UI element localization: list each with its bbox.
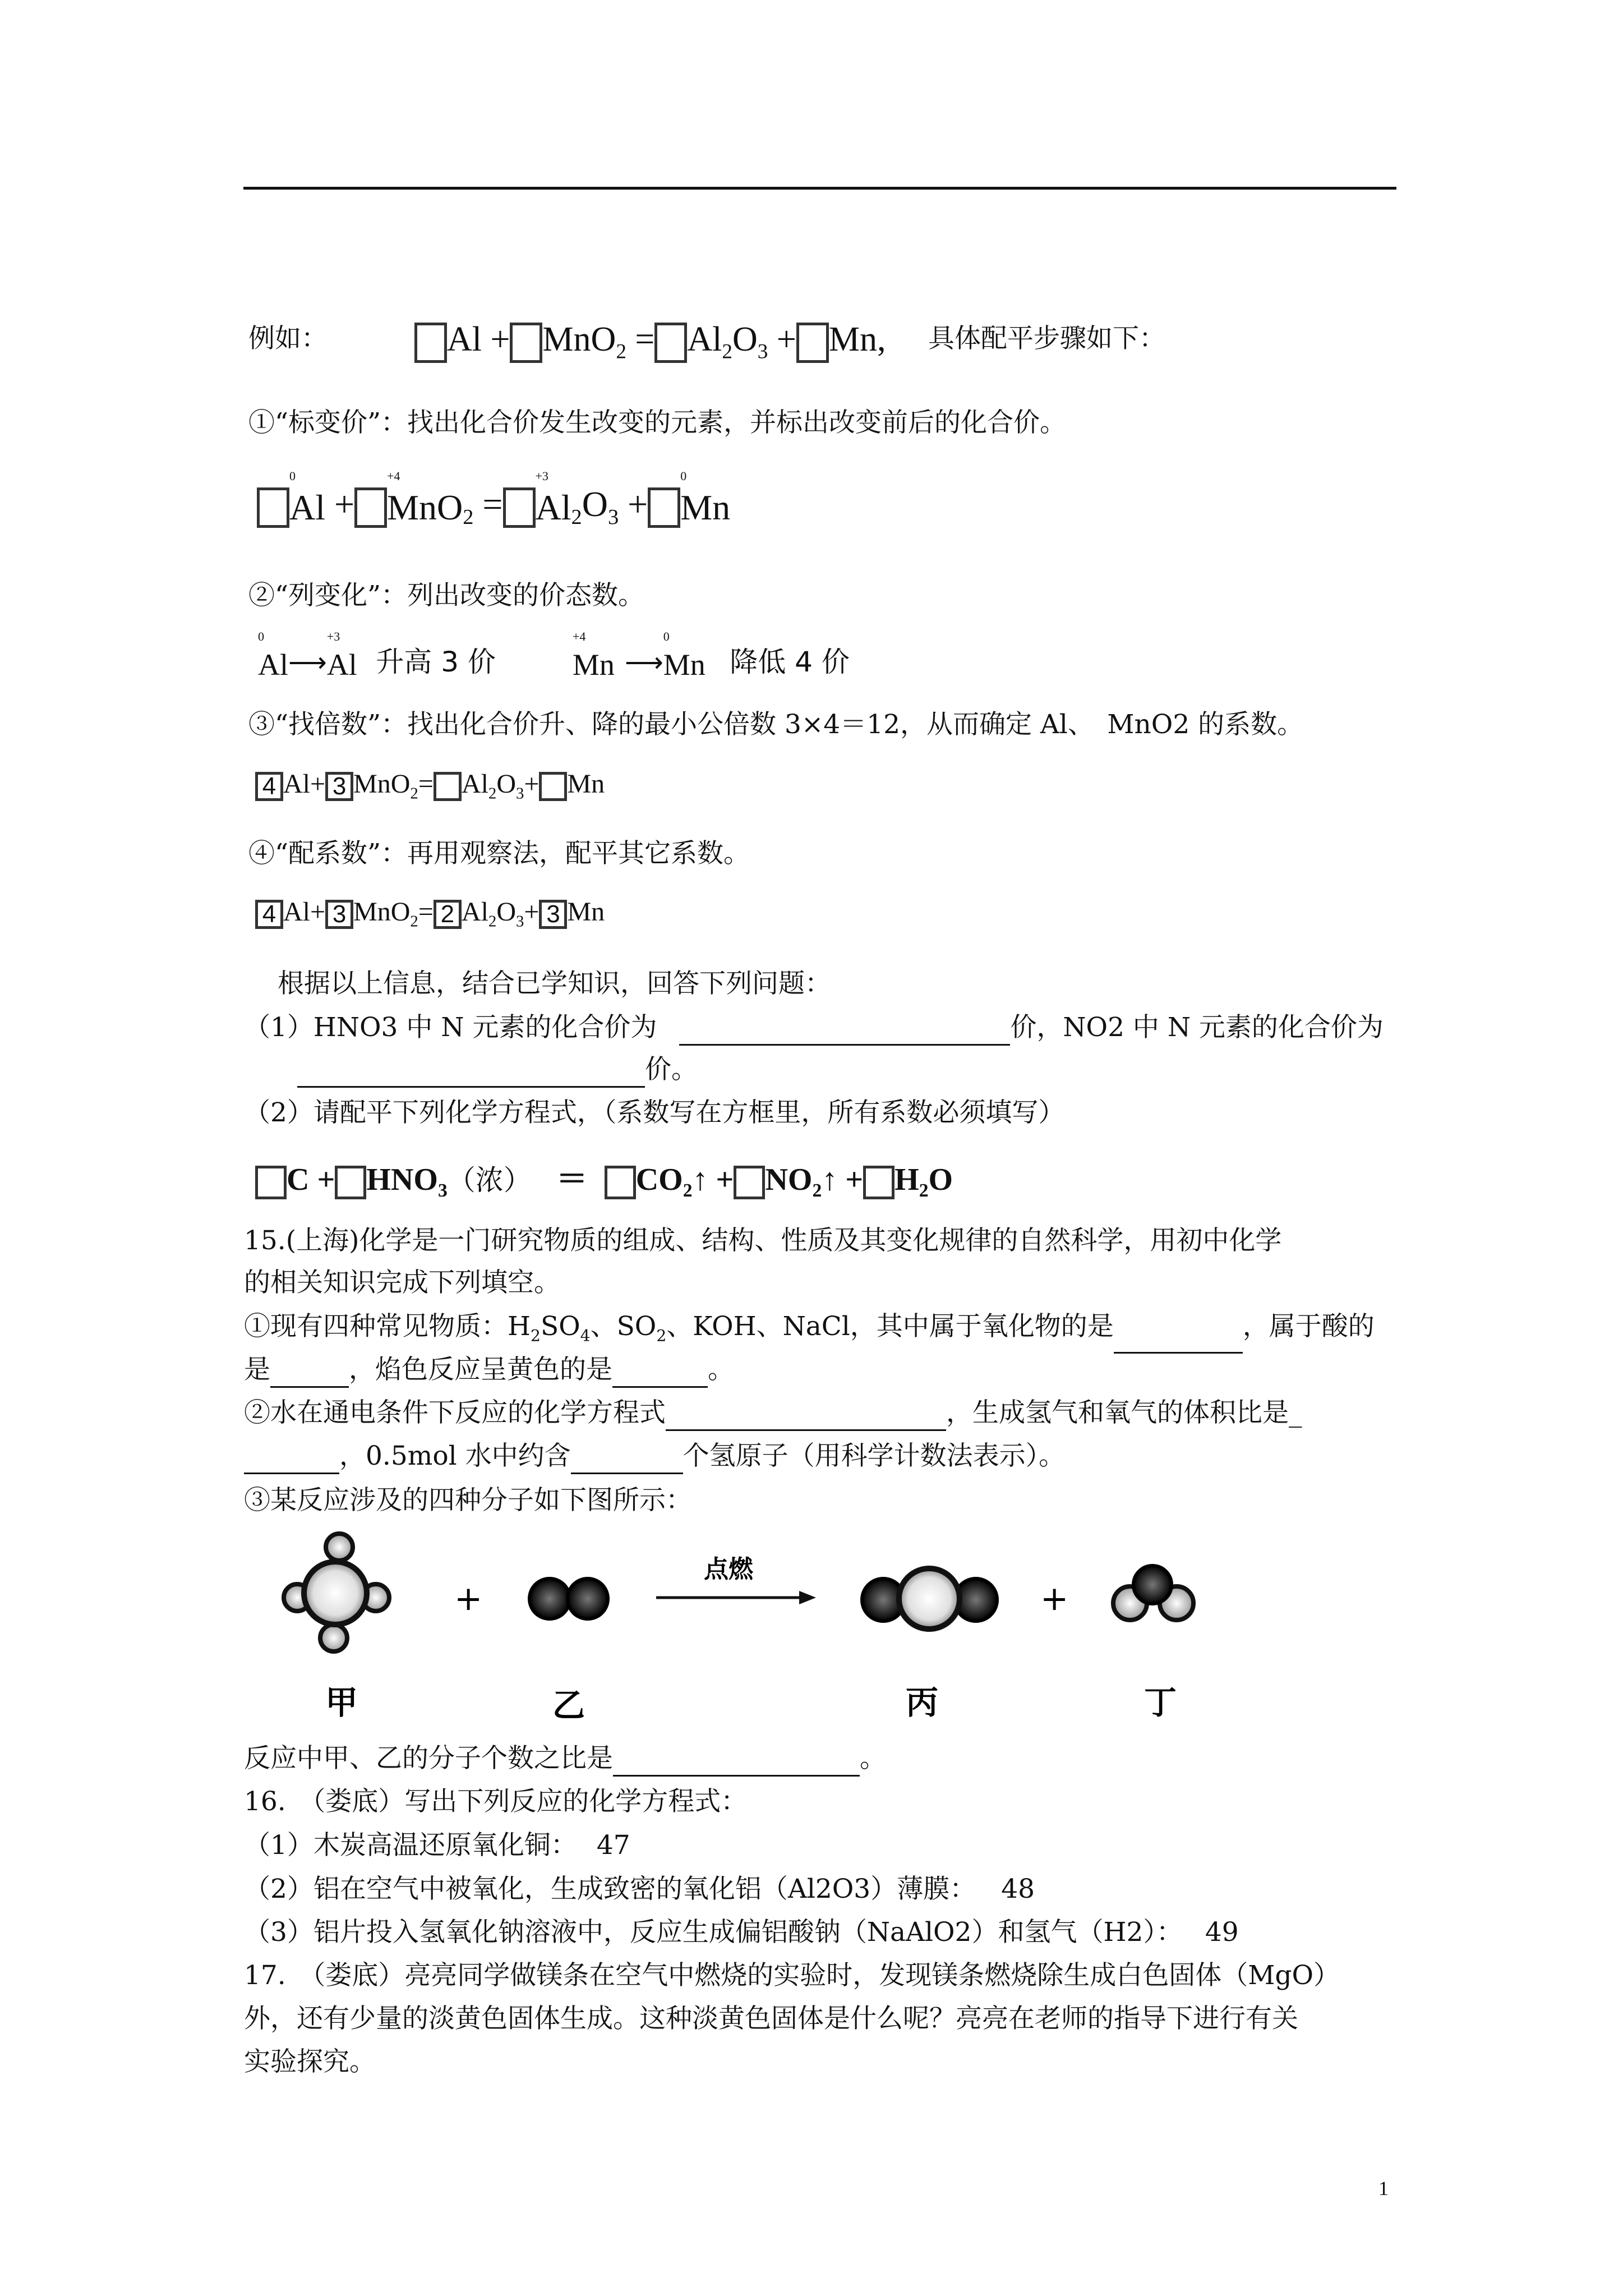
coef-box [654,323,687,363]
plus-sign: + [1040,1579,1069,1618]
example-lead: 例如： [248,323,328,354]
arrow-head [799,1591,816,1604]
arrow-label: 点燃 [704,1555,753,1584]
coef-box [503,487,536,528]
label-jia: 甲 [325,1683,358,1722]
q15-line8: 反应中甲、乙的分子个数之比是 。 [244,1741,886,1777]
q16-item-3: （3）铝片投入氢氧化钠溶液中，反应生成偏铝酸钠（NaAlO2）和氢气（H2）： 49 [244,1917,1239,1948]
answer-blank[interactable] [297,1060,645,1088]
q16-item-1: （1）木炭高温还原氧化铜： 47 [244,1830,630,1861]
answer-blank[interactable] [244,1447,339,1474]
q15-line6: ，0.5mol 水中约含 个氢原子（用科学计数法表示）。 [244,1438,1065,1474]
molecule-ding [1113,1566,1193,1620]
answer-blank[interactable] [612,1360,708,1388]
answer-blank[interactable] [666,1404,946,1431]
coef-box[interactable] [335,1166,366,1199]
q17-line1: 17. （娄底）亮亮同学做镁条在空气中燃烧的实验时，发现镁条燃烧除生成白色固体（MgO） [244,1960,1340,1991]
coef-box [510,323,542,363]
coef-box [796,323,829,363]
question-1-line2: 价。 [297,1052,698,1088]
q16-title: 16. （娄底）写出下列反应的化学方程式： [244,1786,748,1817]
coef-box[interactable] [605,1166,636,1199]
example-tail: 具体配平步骤如下： [928,323,1165,354]
coef-box [648,487,680,528]
molecule-yi [529,1579,608,1619]
coef-box: 4 [255,900,283,929]
coef-box [257,487,289,528]
questions-intro: 根据以上信息，结合已学知识，回答下列问题： [278,968,831,999]
step3-equation: 4 Al+ 3 $MnO_2= Al_2O_3+ Mn$ [255,769,605,803]
example-equation: $Al + MnO_2 = Al_2O_3 + Mn$, [414,320,895,358]
coef-box: 3 [325,900,353,929]
answer-blank[interactable] [270,1360,349,1388]
question-2-text: （2）请配平下列化学方程式，（系数写在方框里，所有系数必须填写） [244,1097,1065,1128]
q16-item-2: （2）铝在空气中被氧化，生成致密的氧化铝（Al2O3）薄膜： 48 [244,1874,1035,1904]
step4-equation: 4 Al+ 3 MnO$_2$= 2 $Al_2O_3+ 3$ Mn [255,896,605,931]
example-line [248,318,1165,366]
q17-line2: 外，还有少量的淡黄色固体生成。这种淡黄色固体是什么呢？亮亮在老师的指导下进行有关 [244,2003,1298,2034]
coef-box [414,323,447,363]
question-1-line: （1）HNO3 中 N 元素的化合价为 价，NO2 中 N 元素的化合价为 [244,1010,1384,1046]
answer-blank[interactable] [679,1018,1010,1046]
coef-box[interactable] [863,1166,895,1199]
q15-line2: 的相关知识完成下列填空。 [244,1267,560,1298]
step2-text: ②“列变化”：列出改变的价态数。 [248,580,645,611]
coef-box [434,772,462,801]
coef-box: 2 [434,900,462,929]
q17-line3: 实验探究。 [244,2046,376,2077]
q15-line7: ③某反应涉及的四种分子如下图所示： [244,1485,692,1516]
step1-equation: 0 Al + +4 MnO$_2$ = +3 $Al_2O_3$ + 0 Mn [257,484,730,530]
coef-box[interactable] [255,1166,287,1199]
molecule-diagram [269,1531,1211,1722]
coef-box: 3 [325,772,353,801]
answer-blank[interactable] [1114,1326,1243,1354]
header-rule [243,187,1396,190]
coef-box: 3 [539,900,567,929]
label-yi: 乙 [552,1686,585,1722]
label-ding: 丁 [1144,1683,1177,1722]
step1-text: ①“标变价”：找出化合价发生改变的元素，并标出改变前后的化合价。 [248,407,1067,438]
label-bing: 丙 [906,1683,939,1722]
plus-sign: + [454,1579,483,1618]
step3-text: ③“找倍数”：找出化合价升、降的最小公倍数 3×4＝12，从而确定 Al、 MnO2 的系数。 [248,709,1304,740]
coef-box [539,772,567,801]
molecule-bing [862,1568,997,1629]
q15-line1: 15.(上海)化学是一门研究物质的组成、结构、性质及其变化规律的自然科学，用初中化学 [244,1225,1282,1256]
coef-box: 4 [255,772,283,801]
molecule-jia [284,1534,389,1651]
answer-blank[interactable] [613,1749,860,1777]
question-2-equation: $C + HNO_3$（浓） ＝ $CO_2↑$ + $NO_2↑ + H_2O$ [255,1154,953,1202]
q15-line4: 是 ，焰色反应呈黄色的是 。 [244,1352,734,1388]
coef-box [354,487,387,528]
page-number: 1 [1378,2177,1389,2200]
q15-line5: ②水在通电条件下反应的化学方程式 ，生成氢气和氧气的体积比是_ [244,1395,1302,1431]
answer-blank[interactable] [571,1447,683,1474]
coef-box[interactable] [734,1166,765,1199]
q15-line3: ①现有四种常见物质：$H_2SO_4$、$SO_2$、KOH、NaCl，其中属于氧化物的是 ，属于酸的 [244,1309,1375,1354]
step2-changes: 0 Al⟶ +3 Al 升高 3 价 +4 Mn ⟶ 0 Mn 降低 4 价 [258,629,850,682]
step4-text: ④“配系数”：再用观察法，配平其它系数。 [248,838,750,869]
